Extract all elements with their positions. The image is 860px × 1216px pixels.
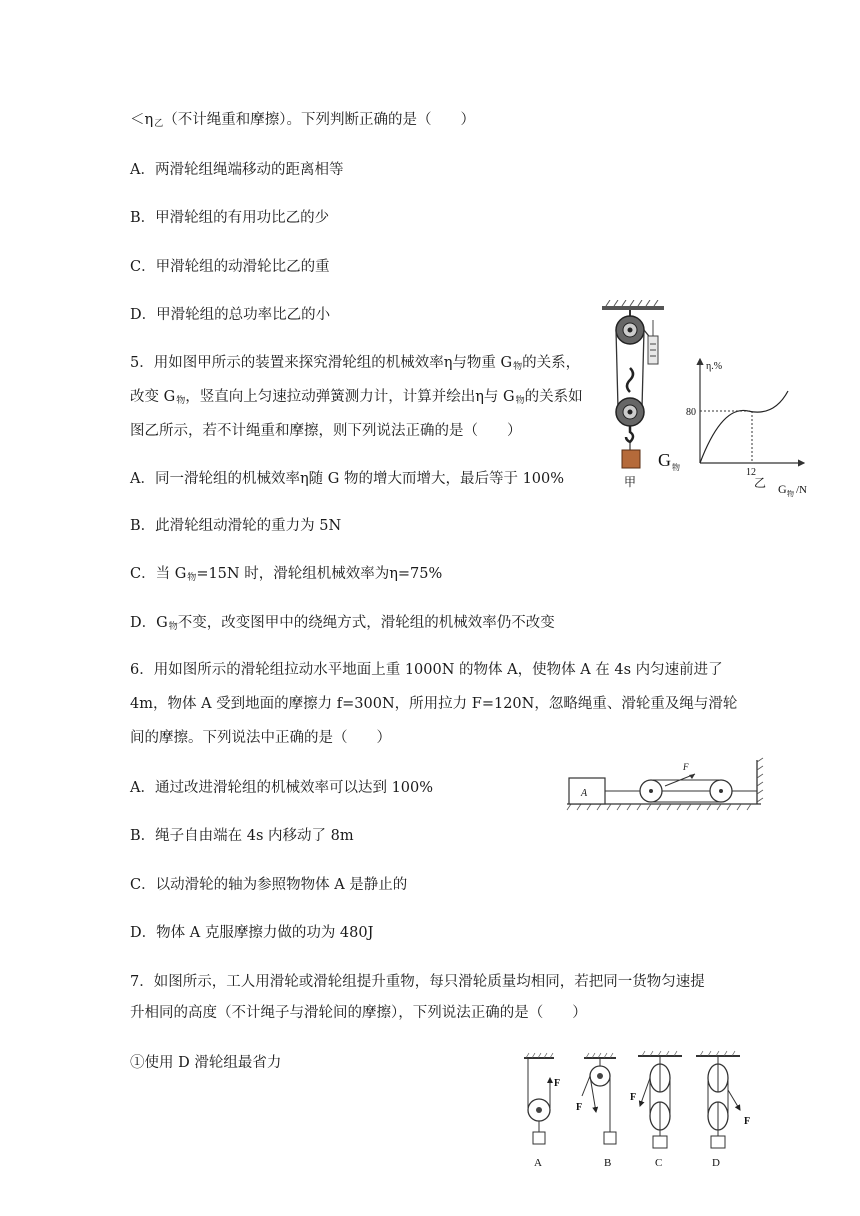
q5-option-d: D．$G_物$不变，改变图甲中的绕绳方式，滑轮组的机械效率仍不改变 xyxy=(130,615,555,632)
q5-stem-line-1: 5．用如图甲所示的装置来探究滑轮组的机械效率η与物重 $G_物$的关系， xyxy=(130,355,581,372)
pulley-setup-b xyxy=(576,1053,616,1169)
yi-label: 乙 xyxy=(754,476,767,490)
q5-stem-line-3: 图乙所示，若不计绳重和摩擦，则下列说法正确的是（ ） xyxy=(130,423,522,439)
q6-stem-line-3: 间的摩擦。下列说法中正确的是（ ） xyxy=(130,730,391,746)
y-axis-label: η.% xyxy=(706,361,723,372)
q5-option-b: B．此滑轮组动滑轮的重力为 5N xyxy=(130,518,342,534)
q7-stem-line-2: 升相同的高度（不计绳子与滑轮间的摩擦），下列说法正确的是（ ） xyxy=(130,1005,587,1021)
label-b: B xyxy=(604,1157,612,1169)
weight-label: G xyxy=(658,450,671,470)
q6-option-c: C．以动滑轮的轴为参照物物体 A 是静止的 xyxy=(130,877,408,893)
q6-stem-line-2: 4m，物体 A 受到地面的摩擦力 f=300N，所用拉力 F=120N，忽略绳重、滑轮重及绳与滑轮 xyxy=(130,696,738,712)
q4-option-b: B．甲滑轮组的有用功比乙的少 xyxy=(130,210,330,226)
q5-pulley-apparatus-figure xyxy=(600,300,690,500)
jia-label: 甲 xyxy=(624,475,637,489)
q5-option-a: A．同一滑轮组的机械效率η随 G 物的增大而增大，最后等于 100% xyxy=(130,471,565,487)
q4-option-a: A．两滑轮组绳端移动的距离相等 xyxy=(130,162,344,178)
force-label-d: F xyxy=(744,1116,751,1127)
label-d: D xyxy=(712,1157,720,1169)
q5-option-c: C．当 $G_物=15N$ 时，滑轮组机械效率为η=75% xyxy=(130,566,443,583)
q7-statement-1: ①使用 D 滑轮组最省力 xyxy=(130,1055,282,1071)
x-axis-subscript: 物 xyxy=(787,490,794,498)
x-axis-label: G xyxy=(778,482,787,496)
eta-subscript: 乙 xyxy=(154,119,164,129)
x-axis-unit: /N xyxy=(796,484,807,496)
q6-option-a: A．通过改进滑轮组的机械效率可以达到 100% xyxy=(130,780,434,796)
q5-stem-line-2: 改变 $G_物$，竖直向上匀速拉动弹簧测力计，计算并绘出η与 $G_物$的关系如 xyxy=(130,389,583,406)
question-text: （不计绳重和摩擦）。下列判断正确的是（ ） xyxy=(163,112,475,128)
pulley-setup-a xyxy=(524,1053,560,1169)
q4-option-d: D．甲滑轮组的总功率比乙的小 xyxy=(130,307,331,323)
efficiency-curve xyxy=(700,391,788,463)
force-label: F xyxy=(683,762,689,772)
force-label-c: F xyxy=(630,1092,637,1103)
q6-option-b: B．绳子自由端在 4s 内移动了 8m xyxy=(130,828,354,844)
force-label-a: F xyxy=(554,1078,561,1089)
q5-efficiency-graph xyxy=(686,355,820,500)
eta-symbol: ＜η xyxy=(130,112,154,128)
x-tick-label: 12 xyxy=(746,467,756,478)
label-c: C xyxy=(655,1157,663,1169)
q6-option-d: D．物体 A 克服摩擦力做的功为 480J xyxy=(130,925,374,941)
question-continuation-line xyxy=(130,110,475,134)
weight-subscript: 物 xyxy=(672,463,680,472)
pulley-setup-d xyxy=(696,1051,750,1169)
force-label-b: F xyxy=(576,1102,583,1113)
q4-option-c: C．甲滑轮组的动滑轮比乙的重 xyxy=(130,259,330,275)
q7-pulley-comparison-figure xyxy=(512,1050,758,1180)
q6-stem-line-1: 6．用如图所示的滑轮组拉动水平地面上重 1000N 的物体 A，使物体 A 在 4s 内匀速前进了 xyxy=(130,662,723,678)
y-tick-label: 80 xyxy=(686,407,696,418)
q7-stem-line-1: 7．如图所示，工人用滑轮或滑轮组提升重物，每只滑轮质量均相同，若把同一货物匀速提 xyxy=(130,974,705,990)
block-a-label: A xyxy=(581,788,588,799)
q6-horizontal-pulley-figure xyxy=(565,756,770,816)
label-a: A xyxy=(534,1157,542,1169)
pulley-setup-c xyxy=(630,1051,682,1169)
